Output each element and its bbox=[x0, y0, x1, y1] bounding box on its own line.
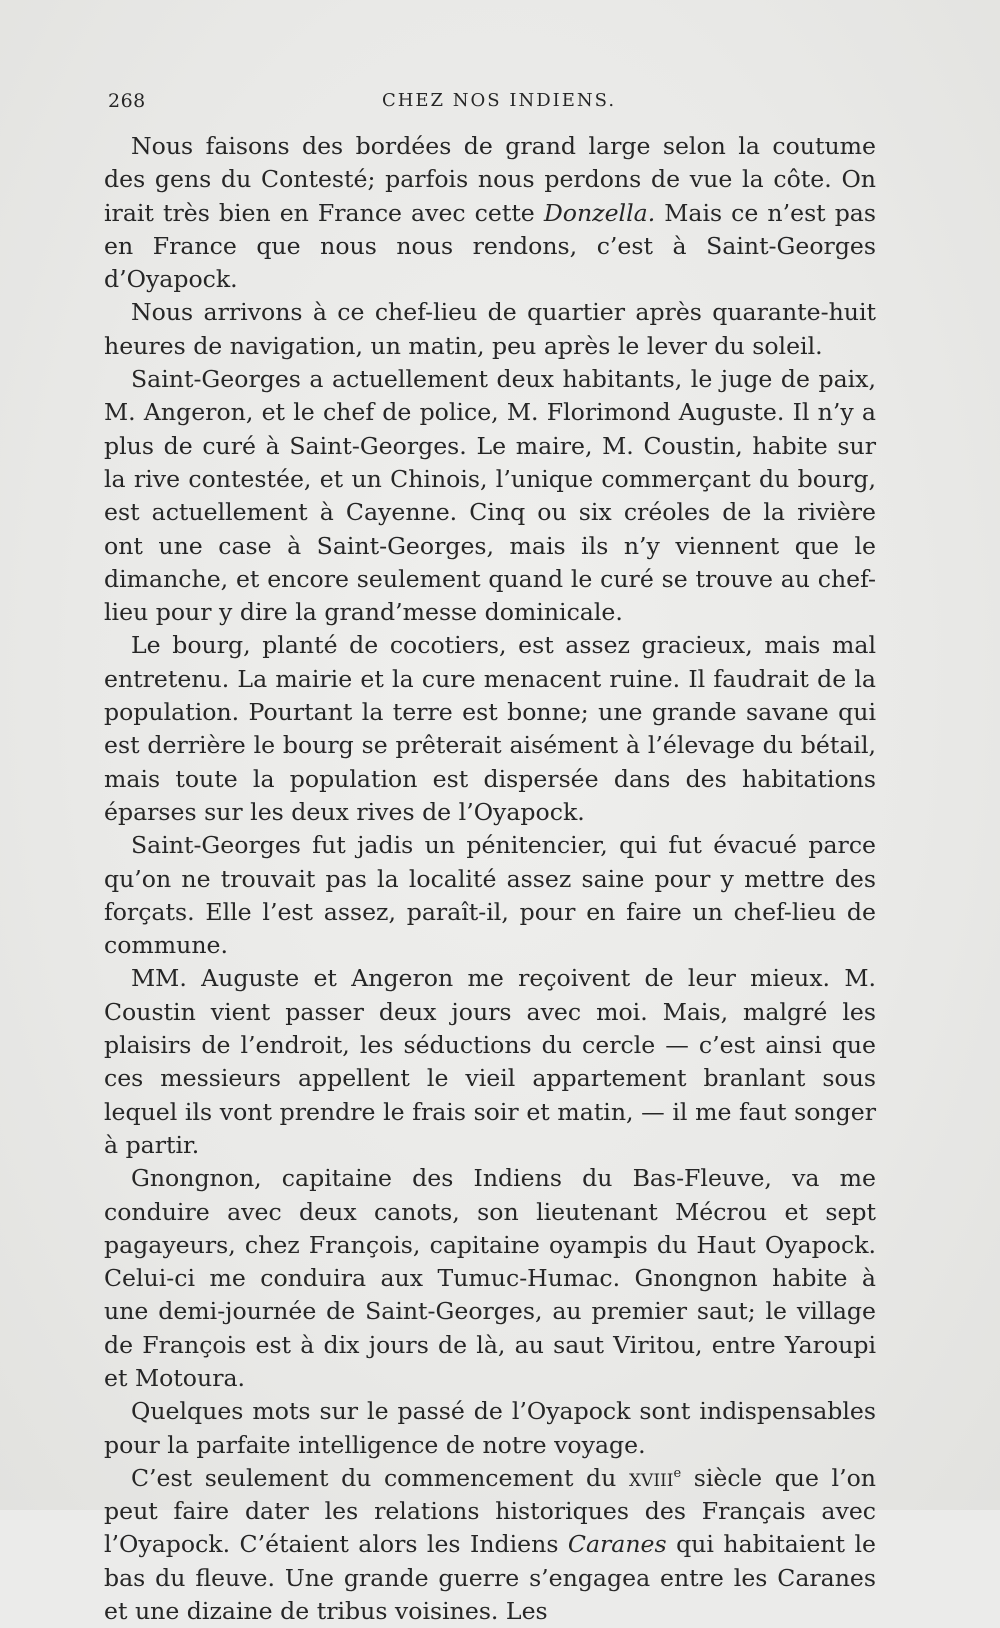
page-number: 268 bbox=[108, 90, 146, 112]
paragraph-8: Quelques mots sur le passé de l’Oyapock sont indispensables pour la parfaite intelligence de notre voyage. bbox=[104, 1397, 876, 1459]
paragraph-4: Le bourg, planté de cocotiers, est assez gracieux, mais mal entretenu. La mairie et la cure menacent ruine. Il faudrait de la population. Pourtant la terre est bonne; une grande savane qui est derrière le bourg se prêterait aisément à l’élevage du bétail, mais toute la population est dispersée dans des habitations éparses sur les deux rives de l’Oyapock. bbox=[104, 631, 876, 826]
running-head bbox=[108, 90, 870, 116]
paragraph-9-text-b: siècle que l’on peut faire dater les relations historiques des Français avec l’Oyapock. C’étaient alors les Indiens bbox=[104, 1463, 877, 1559]
paragraph-9-text-c: qui habitaient le bas du fleuve. Une grande guerre s’engagea entre les Caranes et une dizaine de tribus voisines. Les bbox=[104, 1530, 876, 1626]
vessel-name-italic: Donzella. bbox=[543, 198, 656, 227]
paragraph-1 bbox=[104, 130, 876, 296]
paragraph-1-text-b: Mais ce n’est pas en France que nous nous rendons, c’est à Saint-Georges d’Oyapock. bbox=[104, 198, 876, 294]
paragraph-3: Saint-Georges a actuellement deux habitants, le juge de paix, M. Angeron, et le chef de police, M. Florimond Auguste. Il n’y a plus de curé à Saint-Georges. Le maire, M. Coustin, habite sur la rive contestée, et un Chinois, l’unique commerçant du bourg, est actuellement à Cayenne. Cinq ou six créoles de la rivière ont une case à Saint-Georges, mais ils n’y viennent que le dimanche, et encore seulement quand le curé se trouve au chef-lieu pour y dire la grand’messe dominicale. bbox=[104, 365, 876, 627]
tribe-name-italic: Caranes bbox=[567, 1530, 667, 1559]
running-title: CHEZ NOS INDIENS. bbox=[381, 90, 617, 111]
paragraph-1-text-a: Nous faisons des bordées de grand large selon la coutume des gens du Contesté; parfois nous perdons de vue la côte. On irait très bien en France avec cette bbox=[104, 132, 876, 227]
paragraph-6: MM. Auguste et Angeron me reçoivent de leur mieux. M. Coustin vient passer deux jours avec moi. Mais, malgré les plaisirs de l’endroit, les séductions du cercle — c’est ainsi que ces messieurs appellent le vieil appartement branlant sous lequel ils vont prendre le frais soir et matin, — il me faut songer à partir. bbox=[104, 964, 876, 1159]
paragraph-7: Gnongnon, capitaine des Indiens du Bas-Fleuve, va me conduire avec deux canots, son lieutenant Mécrou et sept pagayeurs, chez François, capitaine oyampis du Haut Oyapock. Celui-ci me conduira aux Tumuc-Humac. Gnongnon habite à une demi-journée de Saint-Georges, au premier saut; le village de François est à dix jours de là, au saut Viritou, entre Yaroupi et Motoura. bbox=[104, 1164, 876, 1392]
century-numeral: xviii bbox=[628, 1463, 674, 1492]
paragraph-5: Saint-Georges fut jadis un pénitencier, qui fut évacué parce qu’on ne trouvait pas la localité assez saine pour y mettre des forçats. Elle l’est assez, paraît-il, pour en faire un chef-lieu de commune. bbox=[104, 831, 876, 960]
paragraph-9-text-a: C’est seulement du commencement du bbox=[131, 1463, 629, 1492]
century-superscript: e bbox=[673, 1466, 682, 1482]
body-text bbox=[104, 130, 876, 1628]
paragraph-2: Nous arrivons à ce chef-lieu de quartier après quarante-huit heures de navigation, un matin, peu après le lever du soleil. bbox=[104, 298, 876, 360]
paragraph-9 bbox=[104, 1462, 876, 1628]
